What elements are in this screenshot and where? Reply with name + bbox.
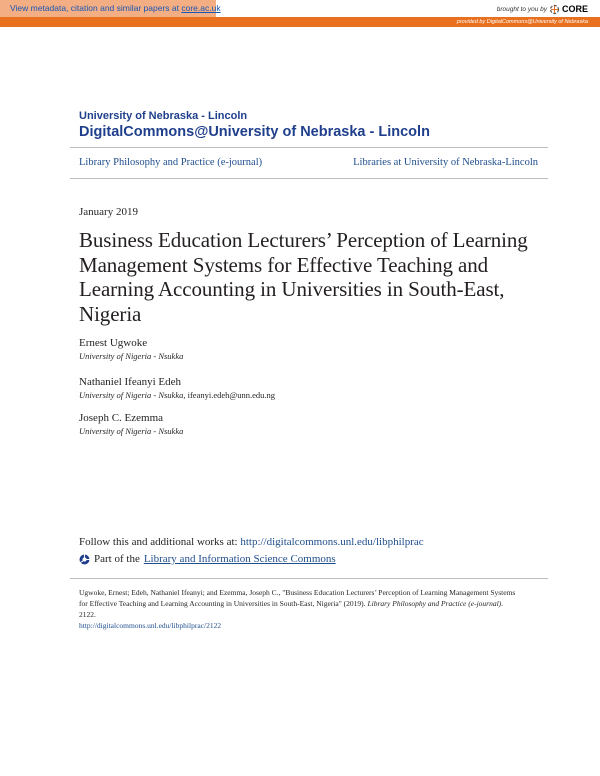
part-of-label: Part of the	[94, 553, 140, 565]
brought-by-text: brought to you by	[496, 5, 547, 13]
core-banner-top	[0, 0, 600, 17]
author-name: Ernest Ugwoke	[79, 337, 148, 349]
core-brought-by[interactable]	[497, 2, 588, 16]
follow-label: Follow this and additional works at:	[79, 536, 241, 548]
repository-name[interactable]: DigitalCommons@University of Nebraska - Lincoln	[79, 124, 430, 140]
follow-line	[79, 536, 424, 548]
header-divider-top	[70, 147, 548, 148]
core-ac-uk-link[interactable]: core.ac.uk	[181, 3, 221, 13]
commons-network-icon	[79, 554, 90, 565]
publication-date: January 2019	[79, 206, 138, 218]
author-email[interactable]: , ifeanyi.edeh@unn.edu.ng	[183, 390, 275, 400]
core-logo[interactable]	[549, 4, 588, 15]
institution-header	[79, 110, 430, 141]
paper-title: Business Education Lecturers’ Perception of Learning Management Systems for Effective Teaching and Learning Accounting in Universities in South-East, Nigeria	[79, 228, 528, 326]
recommended-citation	[79, 587, 519, 631]
commons-link[interactable]: Library and Information Science Commons	[143, 553, 336, 565]
citation-text: Ugwoke, Ernest; Edeh, Nathaniel Ifeanyi; and Ezemma, Joseph C., "Business Education Lecturers’ Perception of Learning Management Systems for Effective Teaching and Learning Accounting in Universities in South-East, Nigeria" (2019).	[79, 588, 516, 608]
author-affiliation	[79, 389, 275, 401]
author-block	[79, 376, 275, 401]
part-of-line	[79, 553, 336, 565]
journal-link[interactable]: Library Philosophy and Practice (e-journal)	[79, 157, 263, 168]
core-provided-by: provided by DigitalCommons@University of Nebraska	[456, 19, 588, 25]
core-metadata-link[interactable]	[0, 0, 221, 17]
libraries-link[interactable]: Libraries at University of Nebraska-Lincoln	[353, 157, 538, 168]
core-logo-text: CORE	[561, 4, 588, 14]
author-affiliation: University of Nigeria - Nsukka	[79, 426, 184, 436]
citation-divider	[70, 578, 548, 579]
citation-suffix: . 2122.	[79, 599, 504, 619]
citation-url-link[interactable]: http://digitalcommons.unl.edu/libphilprac/2122	[79, 621, 222, 630]
author-block	[79, 337, 183, 362]
core-metadata-text: View metadata, citation and similar papers at	[10, 3, 182, 13]
author-affiliation-text: University of Nigeria - Nsukka	[79, 390, 184, 400]
university-name[interactable]: University of Nebraska - Lincoln	[79, 110, 248, 122]
core-logo-icon	[549, 4, 560, 15]
core-banner	[0, 0, 600, 27]
author-name: Joseph C. Ezemma	[79, 412, 164, 424]
header-divider-bottom	[70, 178, 548, 179]
follow-url-link[interactable]: http://digitalcommons.unl.edu/libphilprac	[240, 536, 424, 548]
core-provided-strip	[0, 17, 600, 27]
citation-journal: Library Philosophy and Practice (e-journal)	[367, 599, 502, 608]
author-block	[79, 412, 183, 437]
author-affiliation: University of Nigeria - Nsukka	[79, 351, 184, 361]
author-name: Nathaniel Ifeanyi Edeh	[79, 376, 182, 388]
